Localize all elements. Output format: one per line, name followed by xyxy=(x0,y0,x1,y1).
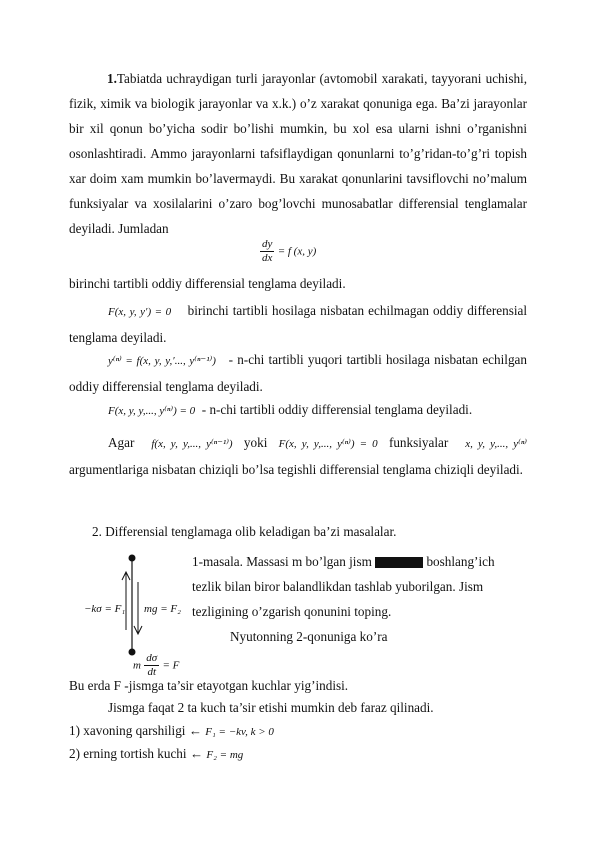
intro-text: Tabiatda uchraydigan turli jarayonlar (avtomobil xarakati, tayyorani uchishi, fizik, ximik va biologik jarayonlar va x.k.) o’z xarakat qonuniga ega. Ba’zi jarayonlar bir xil qonun bo’yicha sodir bo’lishi mumkin, bu xol esa ularni ishni o’rganishni osonlashtiradi. Ammo jarayonlarni tafsiflaydigan qonunlarni to’g’ridan-to’g’ri topish xar doim xam mumkin bo’lavermaydi. Bu xarakat qonunlarini tavsiflovchi no’malum funksiyalar va xosilalarini o’zaro bog’lovchi munosabatlar differensial tenglamalar deyiladi. Jumladan xyxy=(69,71,527,236)
list-item-formula: F₂ = mg xyxy=(206,749,244,761)
section-number: 1. xyxy=(107,71,117,86)
newton-equation xyxy=(133,652,179,679)
variables-list: x, y, y,..., y⁽ⁿ⁾ xyxy=(465,438,527,450)
force-diagram xyxy=(84,552,194,662)
mass-symbol: m xyxy=(133,659,141,672)
bu-erda-line: Bu erda F -jismga ta’sir etayotgan kuchlar yig’indisi. xyxy=(69,678,349,693)
list-item xyxy=(69,721,274,742)
linearity-paragraph xyxy=(69,430,527,482)
general-equation-line xyxy=(108,400,472,421)
fraction-denominator: dx xyxy=(262,252,273,264)
linearity-text: argumentlariga nisbatan chiziqli bo’lsa tegishli differensial tenglama chiziqli deyiladi. xyxy=(69,462,523,477)
list-item xyxy=(69,744,243,765)
redacted-formula xyxy=(375,557,423,568)
implicit-equation: F(x, y, y′) = 0 xyxy=(108,306,172,318)
faraz-line: Jismga faqat 2 ta kuch ta’sir etishi mumkin deb faraz qilinadi. xyxy=(108,700,434,715)
equation-rhs: = f (x, y) xyxy=(277,245,317,258)
problem-line-2: tezlik bilan biror balandlikdan tashlab yuborilgan. Jism xyxy=(192,579,484,594)
section-2-heading: 2. Differensial tenglamaga olib keladigan ba’zi masalalar. xyxy=(92,524,397,539)
funksiyalar-word: funksiyalar xyxy=(388,435,449,450)
general-equation: F(x, y, y,..., y⁽ⁿ⁾) = 0 xyxy=(108,405,196,417)
implicit-equation-paragraph xyxy=(69,298,527,350)
implicit-equation-text: birinchi tartibli hosilaga nisbatan echilmagan oddiy differensial tenglama deyiladi. xyxy=(69,303,528,345)
problem-text-1a: 1-masala. Massasi m bo’lgan jism xyxy=(192,554,372,569)
explicit-higher-equation: y⁽ⁿ⁾ = f(x, y, y,′..., y⁽ⁿ⁻¹⁾) xyxy=(108,355,216,367)
function-f: f(x, y, y,..., y⁽ⁿ⁻¹⁾) xyxy=(151,438,233,450)
fraction-denominator: dt xyxy=(147,666,156,678)
function-F: F(x, y, y,..., y⁽ⁿ⁾) = 0 xyxy=(278,438,378,450)
problem-line-1 xyxy=(192,552,495,572)
list-item-text: 2) erning tortish kuchi ← xyxy=(69,746,204,761)
fraction-dsigma-dt xyxy=(144,652,159,679)
problem-text-1b: boshlang’ich xyxy=(426,554,495,569)
right-force-label: mg = F₂ xyxy=(144,603,181,615)
agar-word: Agar xyxy=(108,435,135,450)
fraction-numerator: dσ xyxy=(146,652,158,664)
equation-first-order xyxy=(260,238,316,265)
problem-line-3: tezligining o’zgarish qonunini toping. xyxy=(192,604,392,619)
general-equation-text: - n-chi tartibli oddiy differensial tenglama deyiladi. xyxy=(201,402,473,417)
first-order-caption: birinchi tartibli oddiy differensial tenglama deyiladi. xyxy=(69,276,346,291)
explicit-higher-paragraph xyxy=(69,347,527,399)
yoki-word: yoki xyxy=(243,435,268,450)
newton-line: Nyutonning 2-qonuniga ko’ra xyxy=(230,629,388,644)
fraction-dy-dx xyxy=(260,238,274,265)
equation-rhs: = F xyxy=(162,659,180,672)
intro-paragraph xyxy=(69,66,527,241)
list-item-formula: F₁ = −kv, k > 0 xyxy=(205,726,274,738)
fraction-numerator: dy xyxy=(262,238,273,250)
left-force-label: −kσ = F₁ xyxy=(84,603,126,615)
explicit-higher-text: - n-chi tartibli yuqori tartibli hosilaga nisbatan echilgan oddiy differensial tenglama deyiladi. xyxy=(69,352,527,394)
list-item-text: 1) xavoning qarshiligi ← xyxy=(69,723,202,738)
